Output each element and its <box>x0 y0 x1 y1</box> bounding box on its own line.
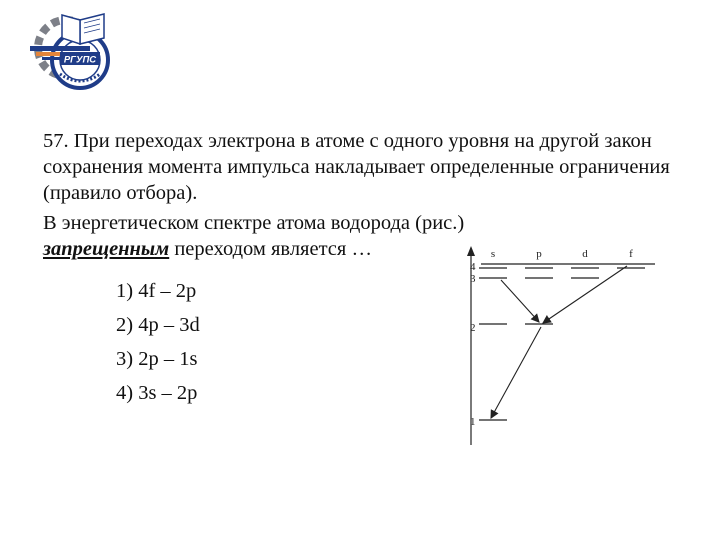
column-label-f: f <box>629 248 633 260</box>
question-paragraph: 57. При переходах электрона в атоме с одного уровня на другой закон сохранения момента импульса накладывает определенные ограничения (правило отбора). <box>43 130 670 204</box>
answer-option-1[interactable]: 1) 4f – 2p <box>116 280 197 302</box>
question-ending: переходом является … <box>169 238 372 260</box>
column-label-s: s <box>490 248 496 260</box>
level-label-1: 1 <box>470 416 476 428</box>
energy-axis-arrow <box>467 246 475 256</box>
transition-2p-1s <box>491 327 541 418</box>
book-icon <box>62 14 104 44</box>
forbidden-word: запрещенным <box>43 238 170 260</box>
svg-text:РГУПС: РГУПС <box>63 54 97 66</box>
level-label-4: 4 <box>470 261 476 273</box>
level-label-2: 2 <box>470 322 476 334</box>
rgups-logo <box>22 6 134 92</box>
column-label-p: p <box>536 248 542 260</box>
answer-option-4[interactable]: 4) 3s – 2p <box>116 382 198 404</box>
question-intro: В энергетическом спектре атома водорода (рис.) <box>43 212 465 234</box>
answer-option-3[interactable]: 3) 2p – 1s <box>116 348 198 370</box>
level-label-3: 3 <box>470 273 476 285</box>
answer-options <box>116 274 200 410</box>
transition-4f-2p <box>543 266 627 323</box>
column-label-d: d <box>582 248 588 260</box>
energy-level-diagram <box>455 240 675 450</box>
answer-option-2[interactable]: 2) 4p – 3d <box>116 314 200 336</box>
transition-3s-2p <box>501 280 539 322</box>
